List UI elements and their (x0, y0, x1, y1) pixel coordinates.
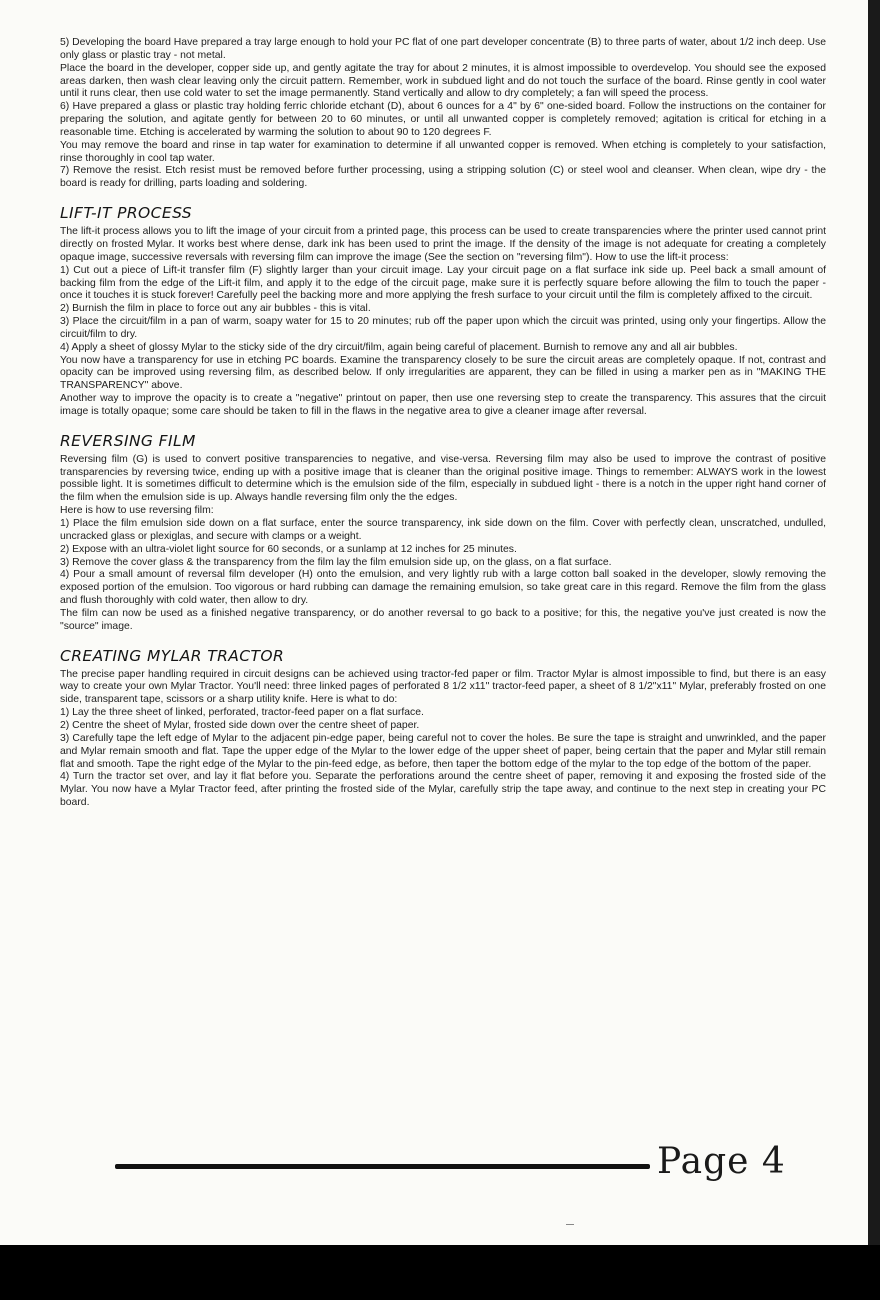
page-number-label: Page 4 (657, 1141, 786, 1182)
lift-it-step-3: 3) Place the circuit/film in a pan of warm, soapy water for 15 to 20 minutes; rub off the paper upon which the circuit was printed, using only your fingertips. Allow the circuit/film to dry. (60, 316, 826, 340)
reversing-how-to: Here is how to use reversing film: (60, 505, 214, 517)
reversing-step-2: 2) Expose with an ultra-violet light source for 60 seconds, or a sunlamp at 12 inches for 25 minutes. (60, 543, 517, 555)
paragraph-develop-instructions: Place the board in the developer, copper side up, and gently agitate the tray for about 2 minutes, it is almost impossible to overdevelop. You should see the exposed areas darken, then wash clear leaving only the circuit pattern. Remember, work in subdued light and do not touch the surface of the board. Rinse gently in cool water until it runs clear, then use cold water to set the image permanently. Stand vertically and allow to dry completely; a fan will speed the process. (60, 62, 826, 100)
lift-it-intro: The lift-it process allows you to lift the image of your circuit from a printed page, this process can be used to create transparencies where the printer used cannot print directly on frosted Mylar. It works best where dense, dark ink has been used to print the image. If the density of the image is not adequate for creating a completely opaque image, successive reversals with reversing film can improve the image (See the section on "reversing film"). How to use the lift-it process: (60, 226, 826, 263)
reversing-step-1: 1) Place the film emulsion side down on a flat surface, enter the source transparency, ink side down on the film. Cover with perfectly clean, unscratched, undulled, uncracked glass or plexiglas, and secure with clamps or a weight. (60, 518, 826, 542)
paragraph-remove-resist: 7) Remove the resist. Etch resist must be removed before further processing, using a stripping solution (C) or steel wool and cleanser. When clean, wipe dry - the board is ready for drilling, parts loading and soldering. (60, 165, 826, 190)
reversing-step-3: 3) Remove the cover glass & the transparency from the film lay the film emulsion side up, on the glass, on a flat surface. (60, 556, 612, 568)
footer-rule (115, 1164, 650, 1169)
paragraph-developing: 5) Developing the board Have prepared a tray large enough to hold your PC flat of one part developer concentrate (B) to three parts of water, about 1/2 inch deep. Use only glass or plastic tray - not metal. (60, 37, 826, 61)
lift-it-step-1: 1) Cut out a piece of Lift-it transfer film (F) slightly larger than your circuit image. Lay your circuit page on a flat surface ink side up. Peel back a small amount of backing film from the edge of the Lift-it film, and apply it to the edge of the circuit page, make sure it is perfectly square before allowing the film to touch the paper - once it touches it is stuck forever! Carefully peel the backing more and more applying the fresh surface to your circuit until the film is completely affixed to the circuit. (60, 264, 826, 302)
reversing-intro: Reversing film (G) is used to convert positive transparencies to negative, and vise-versa. Reversing film may also be used to improve the contrast of positive transparencies by reversing twice, ending up with a positive image that is cleaner than the original positive image. Things to remember: ALWAYS work in the lowest possible light. It is sometimes difficult to determine which is the emulsion side of the film, especially in subdued light - there is a notch in the upper right hand corner of the film when the emulsion side is up. Always handle reversing film only the the edges. (60, 453, 826, 504)
scan-mark (566, 1224, 574, 1225)
paragraph-etch-check: You may remove the board and rinse in tap water for examination to determine if all unwanted copper is removed. When etching is completely to your satisfaction, rinse thoroughly in cool tap water. (60, 139, 826, 164)
lift-it-transparency-note: You now have a transparency for use in etching PC boards. Examine the transparency closely to be sure the circuit areas are completely opaque. If not, contrast and opacity can be improved using reversing film, as described below. If only irregularities are apparent, they can be filled in using a marker pen as in "MAKING THE TRANSPARENCY" above. (60, 354, 826, 392)
paragraph-etching: 6) Have prepared a glass or plastic tray holding ferric chloride etchant (D), about 6 ounces for a 4" by 6" one-sided board. Follow the instructions on the container for preparing the solution, and agitate gently for between 20 to 60 minutes, or until all unwanted copper is completely removed; agitation is critical for etching in a reasonable time. Etching is accelerated by warming the solution to about 90 to 120 degrees F. (60, 101, 826, 138)
tractor-intro: The precise paper handling required in circuit designs can be achieved using tractor-fed paper or film. Tractor Mylar is almost impossible to find, but there is an easy way to create your own Mylar Tractor. You'll need: three linked pages of perforated 8 1/2 x11" tractor-feed paper, a sheet of 8 1/2"x11" Mylar, preferably frosted on one side, transparent tape, scissors or a sharp utility knife. Here is what to do: (60, 668, 826, 706)
lift-it-negative-note: Another way to improve the opacity is to create a "negative" printout on paper, then use one reversing step to create the transparency. This assures that the circuit image is totally opaque; some care should be taken to fill in the flaws in the negative area to give a cleaner image after reversal. (60, 393, 826, 417)
scan-edge-right (868, 0, 880, 1245)
lift-it-step-2: 2) Burnish the film in place to force out any air bubbles - this is vital. (60, 303, 371, 315)
tractor-step-1: 1) Lay the three sheet of linked, perforated, tractor-feed paper on a flat surface. (60, 707, 424, 719)
heading-creating-mylar-tractor: CREATING MYLAR TRACTOR (60, 646, 285, 665)
page-content (60, 37, 826, 810)
heading-reversing-film: REVERSING FILM (60, 431, 196, 450)
tractor-step-4: 4) Turn the tractor set over, and lay it flat before you. Separate the perforations around the centre sheet of paper, removing it and exposing the frosted side of the Mylar. You now have a Mylar Tractor feed, after printing the frosted side of the Mylar, carefully strip the tape away, and continue to the next step in creating your PC board. (60, 771, 826, 809)
heading-lift-it-process: LIFT-IT PROCESS (60, 204, 192, 223)
tractor-step-3: 3) Carefully tape the left edge of Mylar to the adjacent pin-edge paper, being careful not to cover the holes. Be sure the tape is straight and unwrinkled, and the paper and Mylar remain smooth and flat. Tape the upper edge of the Mylar to the lower edge of the upper sheet of paper, being certain that the paper and Mylar still remain flat and smooth. Tape the right edge of the Mylar to the pin-feed edge, as before, then taper the bottom edge of the mylar to the top edge of the bottom of the paper. (60, 732, 826, 770)
reversing-final-note: The film can now be used as a finished negative transparency, or do another reversal to go back to a positive; for this, the negative you've just created is now the "source" image. (60, 607, 826, 632)
reversing-step-4: 4) Pour a small amount of reversal film developer (H) onto the emulsion, and very lightly rub with a large cotton ball soaked in the developer, slowly removing the exposed portion of the emulsion. Too vigorous or hard rubbing can damage the remaining emulsion, so take great care in this regard. Remove the film from the glass and flush thoroughly with cold water, then allow to dry. (60, 569, 826, 607)
scan-edge-bottom (0, 1245, 880, 1300)
tractor-step-2: 2) Centre the sheet of Mylar, frosted side down over the centre sheet of paper. (60, 719, 420, 731)
lift-it-step-4: 4) Apply a sheet of glossy Mylar to the sticky side of the dry circuit/film, again being careful of placement. Burnish to remove any and all air bubbles. (60, 341, 738, 353)
